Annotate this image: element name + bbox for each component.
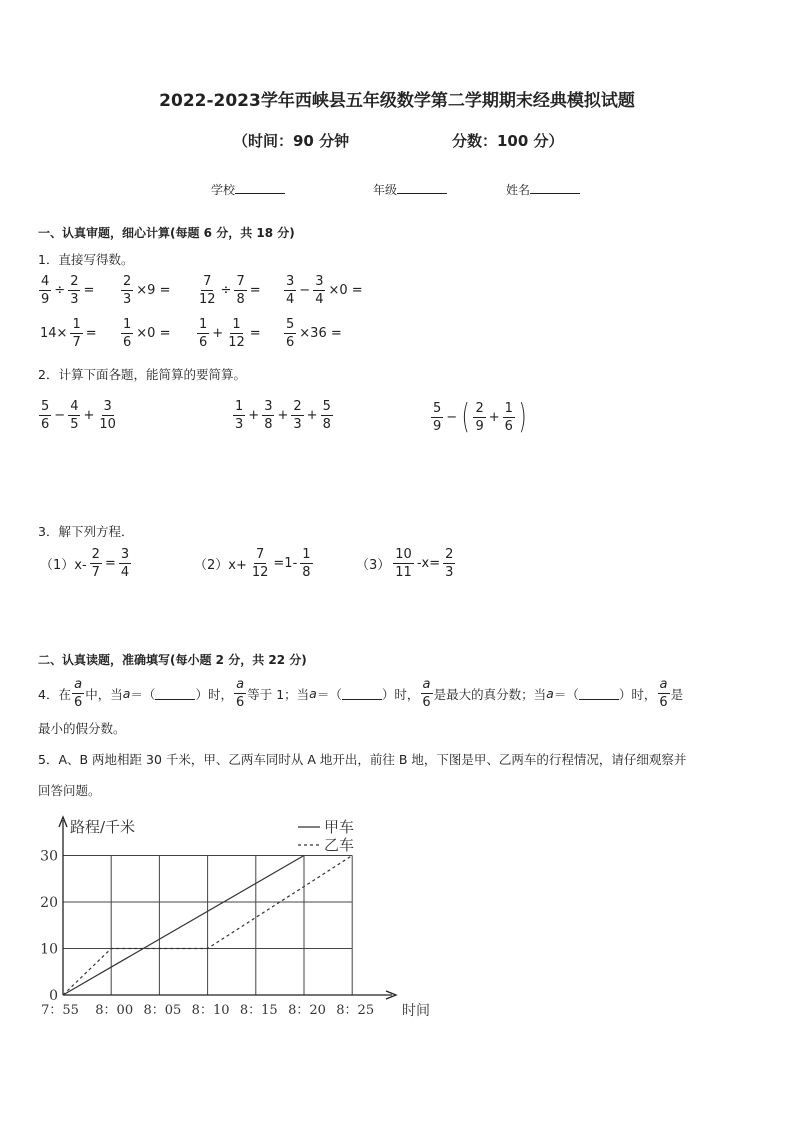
- denominator: 8: [236, 292, 245, 307]
- calc-item: [283, 318, 344, 349]
- question-5-line2: 回答问题。: [38, 783, 101, 798]
- denominator: 5: [70, 417, 79, 432]
- equation-mid: -x=: [416, 556, 441, 571]
- q4-text: ）时，: [618, 686, 657, 702]
- fraction: [121, 318, 133, 349]
- numerator: 7: [236, 274, 245, 289]
- denominator: 4: [286, 292, 295, 307]
- question-1: 1．直接写得数。: [38, 252, 134, 267]
- variable-a: a: [122, 686, 131, 701]
- operator: +: [83, 408, 95, 423]
- denominator: 3: [293, 417, 302, 432]
- calc-expression: [430, 397, 529, 437]
- x-tick-label: 7：55: [41, 1003, 79, 1018]
- operator: ÷: [220, 283, 232, 298]
- numerator: 2: [293, 399, 302, 414]
- numerator: 2: [123, 274, 132, 289]
- fraction: [68, 400, 80, 431]
- numerator: 5: [286, 317, 295, 332]
- numerator: 1: [123, 317, 132, 332]
- denominator: 6: [199, 335, 208, 350]
- fraction: [226, 318, 247, 349]
- fraction: [443, 548, 455, 579]
- x-tick-label: 8：00: [95, 1003, 134, 1018]
- q4-text: 中，当: [85, 686, 123, 702]
- denominator: 10: [99, 417, 116, 432]
- answer-blank[interactable]: [579, 687, 619, 700]
- fraction: [234, 275, 246, 306]
- numerator: 3: [286, 274, 295, 289]
- numerator: 5: [433, 400, 442, 416]
- equation: [38, 548, 132, 579]
- tail: =: [249, 283, 261, 298]
- fraction: [234, 678, 246, 709]
- parenthesis: (: [461, 397, 470, 437]
- operator: −: [54, 408, 66, 423]
- school-label: 学校: [211, 183, 236, 197]
- tail: =: [85, 326, 97, 341]
- fraction: [119, 548, 131, 579]
- numerator: 7: [255, 547, 265, 562]
- operator: −: [299, 283, 311, 298]
- numerator: 1: [302, 547, 311, 562]
- numerator: 2: [475, 400, 484, 416]
- tail: ×36 =: [299, 326, 342, 341]
- denominator: 6: [73, 695, 83, 710]
- calc-item: [38, 318, 99, 349]
- denominator: 6: [422, 695, 431, 710]
- time-label: （时间：90 分钟: [233, 132, 350, 150]
- fraction: [39, 400, 51, 431]
- x-axis-label: 时间: [402, 1003, 430, 1019]
- q4-text: ）时，: [195, 686, 233, 702]
- denominator: 6: [41, 417, 50, 432]
- denominator: 3: [445, 565, 454, 580]
- fraction: [420, 678, 432, 709]
- fraction: [72, 678, 84, 709]
- equation-label: （3）: [356, 558, 391, 573]
- name-field[interactable]: [506, 181, 580, 198]
- operator: +: [488, 409, 500, 425]
- q4-text: 是: [670, 686, 684, 702]
- fraction: [233, 400, 245, 431]
- denominator: 7: [91, 565, 100, 580]
- variable-a: a: [309, 686, 317, 701]
- denominator: 3: [70, 292, 79, 307]
- equation-label: （2）x+: [194, 558, 247, 573]
- calc-expression: [232, 400, 334, 431]
- operator: +: [306, 408, 318, 423]
- denominator: 9: [433, 418, 442, 434]
- denominator: 3: [235, 417, 244, 432]
- denominator: 8: [264, 417, 273, 432]
- denominator: 6: [659, 695, 668, 710]
- fraction: [121, 275, 133, 306]
- q4-text: ＝（: [316, 686, 342, 702]
- fraction: [68, 275, 80, 306]
- x-tick-label: 8：05: [143, 1003, 182, 1018]
- fraction: [262, 400, 274, 431]
- fraction: [300, 548, 312, 579]
- denominator: 12: [251, 565, 269, 580]
- tail: =: [249, 326, 261, 341]
- tail: ×0 =: [136, 326, 171, 341]
- numerator: 2: [91, 547, 100, 562]
- denominator: 4: [315, 292, 324, 307]
- section1-heading: 一、认真审题，细心计算(每题 6 分，共 18 分): [38, 226, 295, 240]
- question-4: [38, 678, 683, 709]
- fraction: [97, 400, 118, 431]
- q4-text: ＝（: [553, 686, 579, 702]
- question-5: 5．A、B 两地相距 30 千米，甲、乙两车同时从 A 地开出，前往 B 地，下图是甲、乙两车的行程情况，请仔细观察并: [38, 752, 687, 767]
- section2-heading: 二、认真读题，准确填写(每小题 2 分，共 22 分): [38, 653, 307, 667]
- fraction: [431, 402, 443, 433]
- series-line-0: [63, 856, 304, 996]
- grade-field[interactable]: [373, 181, 447, 198]
- tail: ×9 =: [136, 283, 171, 298]
- fraction: [291, 400, 303, 431]
- numerator: a: [74, 677, 83, 692]
- fraction: [657, 678, 669, 709]
- question-2: 2．计算下面各题，能简算的要简算。: [38, 367, 246, 382]
- operator: ÷: [54, 283, 66, 298]
- calc-item: [283, 275, 365, 306]
- numerator: 1: [232, 317, 241, 332]
- denominator: 11: [395, 565, 412, 580]
- fraction: [197, 275, 218, 306]
- operator: +: [212, 326, 224, 341]
- calc-item: [196, 275, 263, 306]
- calc-item: [120, 318, 172, 349]
- denominator: 6: [123, 335, 132, 350]
- fraction: [284, 318, 296, 349]
- answer-blank[interactable]: [342, 687, 382, 700]
- fraction: [313, 275, 325, 306]
- travel-line-chart: [30, 812, 430, 1027]
- name-label: 姓名: [506, 183, 531, 197]
- numerator: 1: [199, 317, 208, 332]
- q4-text: 是最大的真分数；当: [433, 686, 547, 702]
- y-tick-label: 0: [49, 988, 58, 1004]
- numerator: 2: [445, 547, 454, 562]
- denominator: 4: [120, 565, 130, 580]
- score-label: 分数：100 分）: [452, 132, 564, 150]
- fraction: [321, 400, 333, 431]
- fraction: [473, 402, 485, 433]
- school-field[interactable]: [211, 181, 285, 198]
- numerator: 4: [41, 274, 50, 289]
- y-tick-label: 10: [40, 941, 58, 958]
- calc-item: [196, 318, 263, 349]
- fraction: [503, 402, 515, 433]
- denominator: 3: [123, 292, 132, 307]
- fraction: [197, 318, 209, 349]
- operator: +: [277, 408, 289, 423]
- numerator: 7: [203, 274, 212, 289]
- calc-item: [120, 275, 172, 306]
- numerator: 1: [72, 317, 81, 332]
- numerator: a: [236, 677, 245, 692]
- fraction: [250, 548, 271, 579]
- calc-expression: [38, 400, 119, 431]
- denominator: 12: [228, 335, 245, 350]
- q4-text: 等于 1；当: [247, 686, 310, 702]
- denominator: 9: [41, 292, 50, 307]
- equation: [192, 548, 314, 579]
- denominator: 9: [475, 418, 484, 434]
- numerator: 3: [315, 274, 324, 289]
- y-tick-label: 30: [40, 848, 58, 865]
- x-tick-label: 8：20: [288, 1003, 326, 1018]
- numerator: 4: [70, 399, 79, 414]
- calc-item: [38, 275, 96, 306]
- numerator: 10: [395, 547, 412, 562]
- denominator: 7: [72, 335, 81, 350]
- numerator: a: [659, 677, 668, 692]
- numerator: 5: [322, 399, 331, 414]
- page-title: 2022-2023学年西峡县五年级数学第二学期期末经典模拟试题: [159, 91, 635, 111]
- tail: =: [83, 283, 95, 298]
- numerator: 5: [41, 399, 50, 414]
- variable-a: a: [546, 686, 554, 701]
- x-tick-label: 8：15: [239, 1003, 278, 1018]
- q4-text: 4．在: [38, 686, 71, 702]
- equation-mid: =: [104, 556, 116, 571]
- equation-label: （1）x-: [40, 558, 87, 573]
- numerator: 2: [70, 274, 79, 289]
- y-axis-label: 路程/千米: [70, 818, 136, 836]
- operator: −: [446, 409, 458, 425]
- equation: [354, 548, 456, 579]
- denominator: 6: [235, 695, 245, 710]
- equation-mid: =1-: [273, 556, 298, 571]
- denominator: 8: [302, 565, 311, 580]
- answer-blank[interactable]: [155, 687, 195, 700]
- x-tick-label: 8：25: [336, 1003, 375, 1018]
- question-3: 3．解下列方程．: [38, 524, 134, 539]
- numerator: 1: [235, 399, 244, 414]
- legend-label-0: 甲车: [324, 818, 355, 836]
- fraction: [90, 548, 102, 579]
- legend-label-1: 乙车: [324, 836, 355, 854]
- parenthesis: ): [518, 397, 527, 437]
- denominator: 6: [504, 418, 513, 434]
- q4-text: ＝（: [130, 686, 156, 702]
- fraction: [393, 548, 414, 579]
- numerator: 3: [120, 547, 130, 562]
- numerator: 3: [264, 399, 273, 414]
- numerator: 1: [504, 400, 513, 416]
- numerator: 3: [103, 399, 112, 414]
- fraction: [284, 275, 296, 306]
- q4-text: ）时，: [381, 686, 420, 702]
- question-4-line2: 最小的假分数。: [38, 721, 126, 736]
- denominator: 8: [322, 417, 331, 432]
- tail: ×0 =: [328, 283, 363, 298]
- grade-label: 年级: [373, 183, 398, 197]
- fraction: [39, 275, 51, 306]
- denominator: 12: [199, 292, 216, 307]
- numerator: a: [422, 677, 431, 692]
- y-tick-label: 20: [40, 895, 58, 911]
- prefix: 14×: [40, 326, 68, 341]
- fraction: [70, 318, 82, 349]
- operator: +: [248, 408, 260, 423]
- x-tick-label: 8：10: [191, 1003, 230, 1018]
- denominator: 6: [286, 335, 295, 350]
